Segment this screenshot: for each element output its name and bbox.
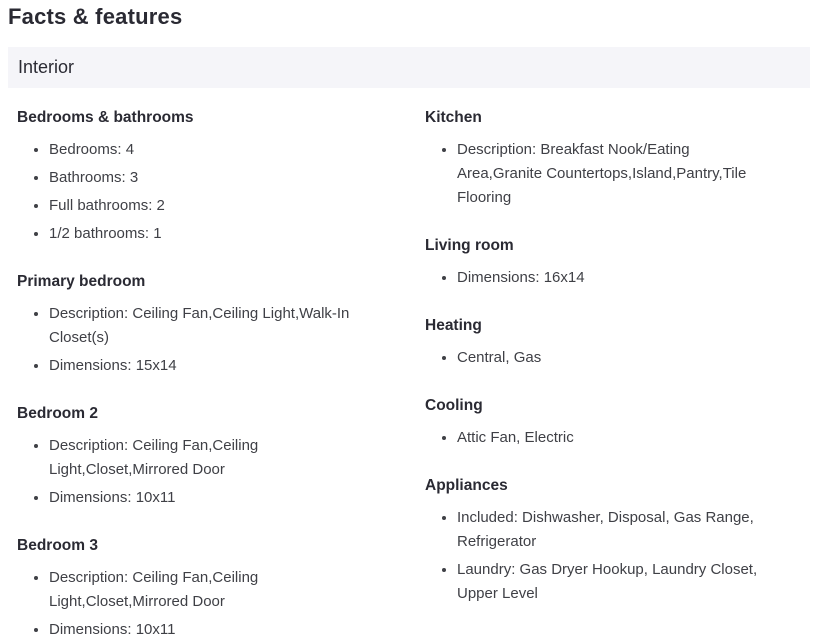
- category-heading: Kitchen: [425, 109, 482, 126]
- category-heading: Bedrooms & bathrooms: [17, 109, 194, 126]
- category-list: [425, 426, 792, 450]
- category-list: [17, 434, 384, 510]
- list-item: • Description: Breakfast Nook/Eating Area,Granite Countertops,Island,Pantry,Tile Flooring: [457, 138, 773, 210]
- left-column: [17, 108, 384, 640]
- list-item: • Laundry: Gas Dryer Hookup, Laundry Closet, Upper Level: [457, 558, 773, 606]
- list-item: • Attic Fan, Electric: [457, 426, 773, 450]
- facts-columns: [0, 108, 816, 640]
- list-item: • 1/2 bathrooms: 1: [49, 222, 365, 246]
- category-list: [425, 266, 792, 290]
- category-heading: Living room: [425, 237, 514, 254]
- category-heading: Bedroom 3: [17, 537, 98, 554]
- category-heading: Primary bedroom: [17, 273, 146, 290]
- category-block: [17, 404, 384, 510]
- category-list: [425, 346, 792, 370]
- category-heading: Heating: [425, 317, 482, 334]
- list-item: • Included: Dishwasher, Disposal, Gas Range, Refrigerator: [457, 506, 773, 554]
- list-item: • Full bathrooms: 2: [49, 194, 365, 218]
- category-list: [17, 138, 384, 246]
- category-block: [17, 536, 384, 640]
- category-heading: Bedroom 2: [17, 405, 98, 422]
- list-item: • Description: Ceiling Fan,Ceiling Light,Closet,Mirrored Door: [49, 434, 365, 482]
- list-item: • Description: Ceiling Fan,Ceiling Light,Closet,Mirrored Door: [49, 566, 365, 614]
- list-item: • Description: Ceiling Fan,Ceiling Light,Walk-In Closet(s): [49, 302, 365, 350]
- category-heading: Cooling: [425, 397, 483, 414]
- category-block: [17, 108, 384, 246]
- category-list: [17, 302, 384, 378]
- list-item: • Bedrooms: 4: [49, 138, 365, 162]
- right-column: [425, 108, 792, 632]
- category-list: [425, 138, 792, 210]
- list-item: • Dimensions: 10x11: [49, 486, 365, 510]
- category-list: [425, 506, 792, 606]
- category-list: [17, 566, 384, 640]
- section-header-label: Interior: [18, 57, 75, 77]
- category-heading: Appliances: [425, 477, 508, 494]
- list-item: • Bathrooms: 3: [49, 166, 365, 190]
- category-block: [425, 108, 792, 210]
- section-header-interior: [8, 47, 810, 88]
- category-block: [425, 316, 792, 370]
- list-item: • Dimensions: 16x14: [457, 266, 773, 290]
- category-block: [425, 396, 792, 450]
- list-item: • Dimensions: 15x14: [49, 354, 365, 378]
- list-item: • Central, Gas: [457, 346, 773, 370]
- category-block: [425, 476, 792, 606]
- category-block: [425, 236, 792, 290]
- page-title: Facts & features: [8, 4, 183, 29]
- category-block: [17, 272, 384, 378]
- list-item: • Dimensions: 10x11: [49, 618, 365, 640]
